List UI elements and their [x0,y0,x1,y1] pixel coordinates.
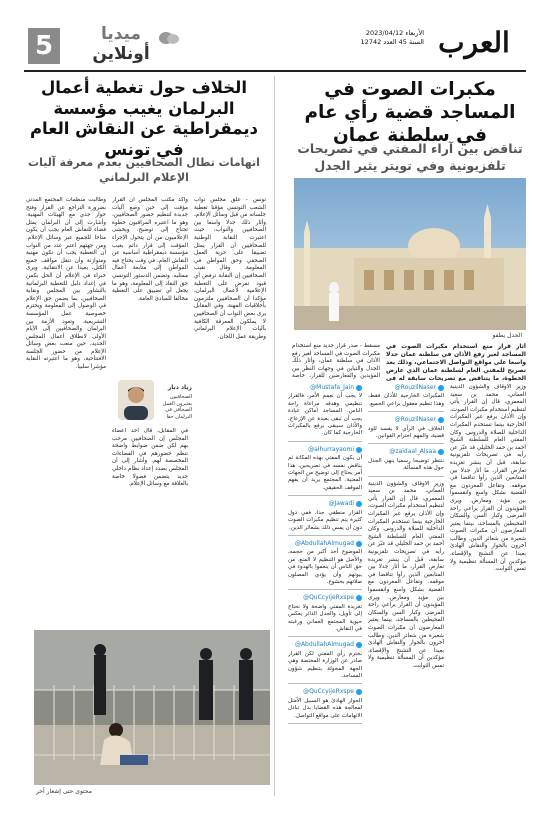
parliament-photo [34,630,270,785]
tweet-text: تغريدة المفتي واضحة ولا تحتاج إلى تأويل، والجدل الدائر يعكس حيوية المجتمع العماني ورغبته في النقاش. [288,603,362,632]
twitter-icon [438,449,444,455]
tweet-card [368,416,444,444]
issue-date: الأربعاء 2023/04/12 [365,29,424,37]
tweet-text: الحوار الهادئ هو السبيل الأمثل لمعالجة هذه القضايا بدل تبادل الاتهامات على مواقع التواصل. [288,697,362,719]
left-subhead: اتهامات تطال الصحافيين بعدم معرفة آليات الإعلام البرلماني [28,156,260,185]
tweet-text: أن يكون المفتي بهذه المكانة ثم يناقض نفسه في تصريحين، هذا أمر يحتاج إلى توضيح من الجهات المعنية. المجتمع يريد أن يفهم الموقف الحقيقي. [288,455,362,491]
bottom-photo-caption: محتوى حتى إشعار آخر [36,788,92,795]
tweet-text: نحترم رأي المفتي لكن القرار صادر عن الوزارة المختصة وهي الجهة المخولة بتنظيم شؤون المساجد. [288,650,362,679]
newspaper-logo: العرب [438,26,510,59]
dateline [358,29,424,47]
tweet-column-3 [288,384,362,798]
mosque-photo [294,178,526,330]
twitter-icon [356,501,362,507]
right-body-col1: وزير الأوقاف والشؤون الدينية العماني، محمد بن سعيد المعمري، قال إن القرار يأتي لتنظيم استخدام مكبرات الصوت، وإن الأذان يرفع عبر المكبرات الخارجية بينما تستخدم المكبرات الداخلية للصلاة والدروس. وكان المفتي العام للسلطنة الشيخ أحمد بن حمد الخليلي قد عبّر عن رأيه في تصريحات تلفزيونية سابقة، قبل أن ينشر تغريدة تعارض القرار، ما أثار جدلا بين المتابعين الذين رأوا تناقضا في موقفه. وتفاعل المغردون مع القضية بشكل واسع وانقسموا بين مؤيد ومعارض. ويرى المؤيدون أن القرار يراعي راحة المرضى وكبار السن والسكان المحيطين بالمساجد، بينما يعتبر المعارضون أن مكبرات الصوت شعيرة من شعائر الدين. وطالب آخرون بالحوار والنقاش الهادئ بعيدا عن التشنج والإقصاء، مؤكدين أن المسألة تنظيمية ولا تمس الثوابت. [450,384,526,573]
tweet-handle: @QuCcyijeRxspe [303,688,354,696]
left-body-col-mid: وأكد مكتب المجلس أن القرار مؤقت إلى حين وضع آليات جديدة لتنظيم حضور الصحافيين، وهو ما اعتبره المراقبون خطوة تحتاج إلى توضيح. ويخشى الإعلاميون من أن يتحول الإجراء المؤقت إلى قرار دائم يغيب مؤسسة ديمقراطية أساسية عن النقاش العام، في وقت يحتاج فيه المواطن إلى متابعة أعمال ممثليه. وتضمن الدستور التونسي حق النفاذ إلى المعلومة، وهو ما يجعل أي تضييق على التغطية مخالفا للمبادئ العامة. [112,197,188,302]
tweet-handle: @zaidaal_Alsaa [389,448,436,456]
page-number: 5 [28,28,60,64]
tweet-handle: @RouzilNaser [394,384,436,391]
left-body-col-right: تونس - علّق مجلس نواب الشعب التونسي مؤقتا تغطية جلساته من قبل وسائل الإعلام، وأثار ذلك جدلا واسعا بين الصحافيين والنواب، حيث اعتبرت النقابة الوطنية للصحافيين أن القرار يمثل تضييقا على حرية العمل الصحفي وحق المواطن في المعلومة. وقال نقيب الصحافيين إن النقابة ترفض أي قيود تفرض على التغطية الإعلامية لأعمال البرلمان، مؤكدا أن الصحافيين ملتزمون بأخلاقيات المهنة. وفي المقابل يرى بعض النواب أن الصحافيين لا يملكون المعرفة الكافية بآليات الإعلام البرلماني وطريقة عمل اللجان. [194,197,266,340]
right-subhead: تناقض بين آراء المفتي في تصريحات تلفزيونية وفي تويتر يثير الجدل [297,141,523,173]
tweet-text: المكبرات الخارجية للأذان فقط، وهذا تنظيم معقول يراعي الجميع. [368,393,444,407]
tweet-card [288,641,362,684]
right-lead-1: أثار قرار منع استخدام مكبرات الصوت في المساجد لغير رفع الأذان في سلطنة عمان جدلا واسعا على مواقع التواصل الاجتماعي، وذلك بعد تصريح للمفتي العام لسلطنة عمان الذي عارض الخطوة، ما يتناقض مع تصريحات سابقة له في [386,343,526,381]
tweet-card [368,448,444,476]
tweet-card [368,384,444,412]
twitter-icon [438,417,444,423]
columnist-portrait [118,380,154,420]
twitter-icon [438,385,444,391]
tweet-handle: @alhurrayaomi [308,445,354,453]
column-divider [274,76,275,796]
tweet-handle: @RouzilNaser [394,416,436,424]
left-headline: الخلاف حول تغطية أعمال البرلمان يغيب مؤسسة ديمقراطية عن النقاش العام في تونس [29,78,259,159]
twitter-icon [356,689,362,695]
tweet-text: ننتظر توضيحا رسميا ينهي الجدل حول هذه المسألة. [368,457,444,472]
tweet-text: القرار منطقي جدا، ففي دول كثيرة يتم تنظيم مكبرات الصوت دون أن يمس ذلك بشعائر الدين. [288,509,362,531]
tweet-card [288,384,362,442]
tweet-card [288,500,362,536]
section-title-line1: ميديا [100,24,142,44]
portrait-name: زياد دبار [167,384,192,391]
tweet-handle: @QuCcyijeRxspe [303,594,354,602]
tweet-card [288,540,362,590]
tweet-text: الخلاف في الرأي لا يفسد للود قضية، والمهم احترام القوانين. [368,425,444,440]
tweet-handle: @Mustafa_Jain [310,384,354,391]
twitter-icon [356,642,362,648]
left-body-col-mid2: في المقابل، قال أحد أعضاء المجلس إن الصحافيين مرحب بهم لكن ضمن ضوابط واضحة تنظم حضورهم في الفضاءات المخصصة لهم. وأشار إلى أن المجلس بصدد إعداد نظام داخلي جديد يتضمن فصولا خاصة بالعلاقة مع وسائل الإعلام. [112,428,188,488]
section-title-line2: أونلاين [92,44,150,64]
twitter-icon [356,447,362,453]
tweet-column-2 [368,384,444,798]
right-lead-2: مسقط - صدر قرار جديد منع استخدام مكبرات الصوت في المساجد لغير رفع الأذان في سلطنة عمان، وأثار ذلك الجدل والتباين في وجهات النظر بين المؤيدين والمعارضين للقرار، خاصة [292,343,380,380]
speech-bubbles-icon [158,30,180,48]
right-headline: مكبرات الصوت في المساجد قضية رأي عام في سلطنة عمان [304,79,516,147]
tweet-handle: @AbdullahAlmugad [294,539,354,547]
tweet-text: لا يجب أن نعمم الأمر، فالقرار تنظيمي وهدفه مراعاة راحة الناس. المساجد أماكن عبادة يجب أن تبقى بعيدة عن الإزعاج، والأذان سيبقى يرفع بالمكبرات الخارجية كما كان. [288,393,362,437]
portrait-quote: الصحافيون يعتبرون العمل الصحافي في البرلمان حقا [162,394,192,420]
twitter-icon [356,595,362,601]
right-photo-caption: الجدل يطفو [492,332,522,339]
tweet-text: الموضوع أخذ أكبر من حجمه، والأصل هو التنظيم لا المنع. من حق الناس أن ينعموا بالهدوء في بيوتهم وأن يؤدي المصلون صلاتهم بخشوع. [288,549,362,585]
header-rule [24,70,526,72]
tweet-card [288,594,362,637]
twitter-icon [356,541,362,547]
tweet-handle: @Jawadi [328,500,354,508]
left-body-col-left: وطالبت منظمات المجتمع المدني بضرورة التراجع عن القرار وفتح حوار جدي مع الهيئات المهنية. وأشارت إلى أن البرلمان يمثل فضاء للنقاش العام يجب أن يكون متاحا للجميع عبر وسائل الإعلام. ومن جهتهم اعتبر عدد من النواب أن التغطية يجب أن تكون مهنية ومتوازنة وأن تنقل مواقف جميع الكتل، بعيدا عن الانتقائية. ويرى خبراء في الإعلام أن الحل يكمن في إعداد دليل للتغطية البرلمانية بالتشاور بين المجلس ونقابة الصحافيين، بما يضمن حق الإعلام في الوصول إلى المعلومة ويحترم خصوصية عمل المؤسسة التشريعية. وتعود الأزمة بين البرلمان والصحافيين إلى الأيام الأولى لانطلاق أعمال المجلس الجديد، حين منعت بعض وسائل الإعلام من حضور الجلسة الافتتاحية، وهو ما اعتبرته النقابة مؤشرا سلبيا. [26,197,106,371]
tweet-handle: @AbdullahAlmugad [294,641,354,649]
tweet-card [288,446,362,496]
right-body-col2: وزير الأوقاف والشؤون الدينية العماني، محمد بن سعيد المعمري، قال إن القرار يأتي لتنظيم استخدام مكبرات الصوت، وإن الأذان يرفع عبر المكبرات الخارجية بينما تستخدم المكبرات الداخلية للصلاة والدروس. وكان المفتي العام للسلطنة الشيخ أحمد بن حمد الخليلي قد عبّر عن رأيه في تصريحات تلفزيونية سابقة، قبل أن ينشر تغريدة تعارض القرار، ما أثار جدلا بين المتابعين الذين رأوا تناقضا في موقفه. وتفاعل المغردون مع القضية بشكل واسع وانقسموا بين مؤيد ومعارض. ويرى المؤيدون أن القرار يراعي راحة المرضى وكبار السن والسكان المحيطين بالمساجد، بينما يعتبر المعارضون أن مكبرات الصوت شعيرة من شعائر الدين. وطالب آخرون بالحوار والنقاش الهادئ بعيدا عن التشنج والإقصاء، مؤكدين أن المسألة تنظيمية ولا تمس الثوابت. [368,480,444,669]
issue-number: السنة 45 العدد 12742 [360,38,424,46]
tweet-card [288,688,362,724]
twitter-icon [356,385,362,391]
